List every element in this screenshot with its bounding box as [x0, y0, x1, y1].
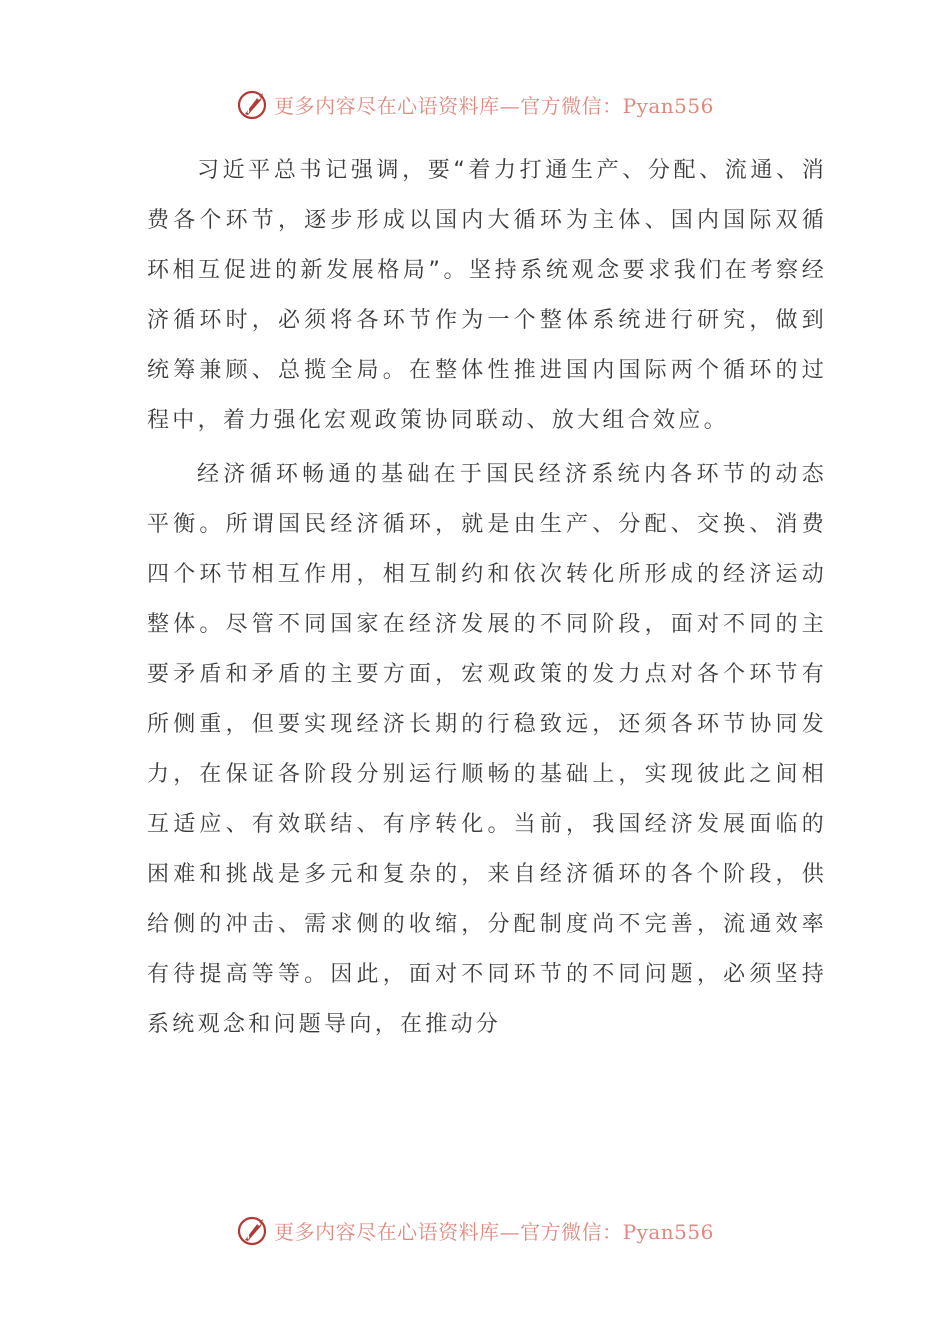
footer-banner-text: 更多内容尽在心语资料库—官方微信：Pyan556 [274, 1219, 714, 1244]
pen-nib-logo-icon [236, 87, 270, 121]
header-banner [0, 84, 950, 124]
paragraph-1: 习近平总书记强调，要“着力打通生产、分配、流通、消费各个环节，逐步形成以国内大循环为主体、国内国际双循环相互促进的新发展格局”。坚持系统观念要求我们在考察经济循环时，必须将各环节作为一个整体系统进行研究，做到统筹兼顾、总揽全局。在整体性推进国内国际两个循环的过程中，着力强化宏观政策协同联动、放大组合效应。 [147, 158, 827, 433]
pen-nib-logo-icon [236, 1213, 270, 1247]
footer-banner [0, 1210, 950, 1250]
paragraph-2: 经济循环畅通的基础在于国民经济系统内各环节的动态平衡。所谓国民经济循环，就是由生产、分配、交换、消费四个环节相互作用，相互制约和依次转化所形成的经济运动整体。尽管不同国家在经济发展的不同阶段，面对不同的主要矛盾和矛盾的主要方面，宏观政策的发力点对各个环节有所侧重，但要实现经济长期的行稳致远，还须各环节协同发力，在保证各阶段分别运行顺畅的基础上，实现彼此之间相互适应、有效联结、有序转化。当前，我国经济发展面临的困难和挑战是多元和复杂的，来自经济循环的各个阶段，供给侧的冲击、需求侧的收缩，分配制度尚不完善，流通效率有待提高等等。因此，面对不同环节的不同问题，必须坚持系统观念和问题导向，在推动分 [147, 462, 827, 1037]
article-body [147, 146, 827, 1054]
header-banner-text: 更多内容尽在心语资料库—官方微信：Pyan556 [274, 93, 714, 118]
